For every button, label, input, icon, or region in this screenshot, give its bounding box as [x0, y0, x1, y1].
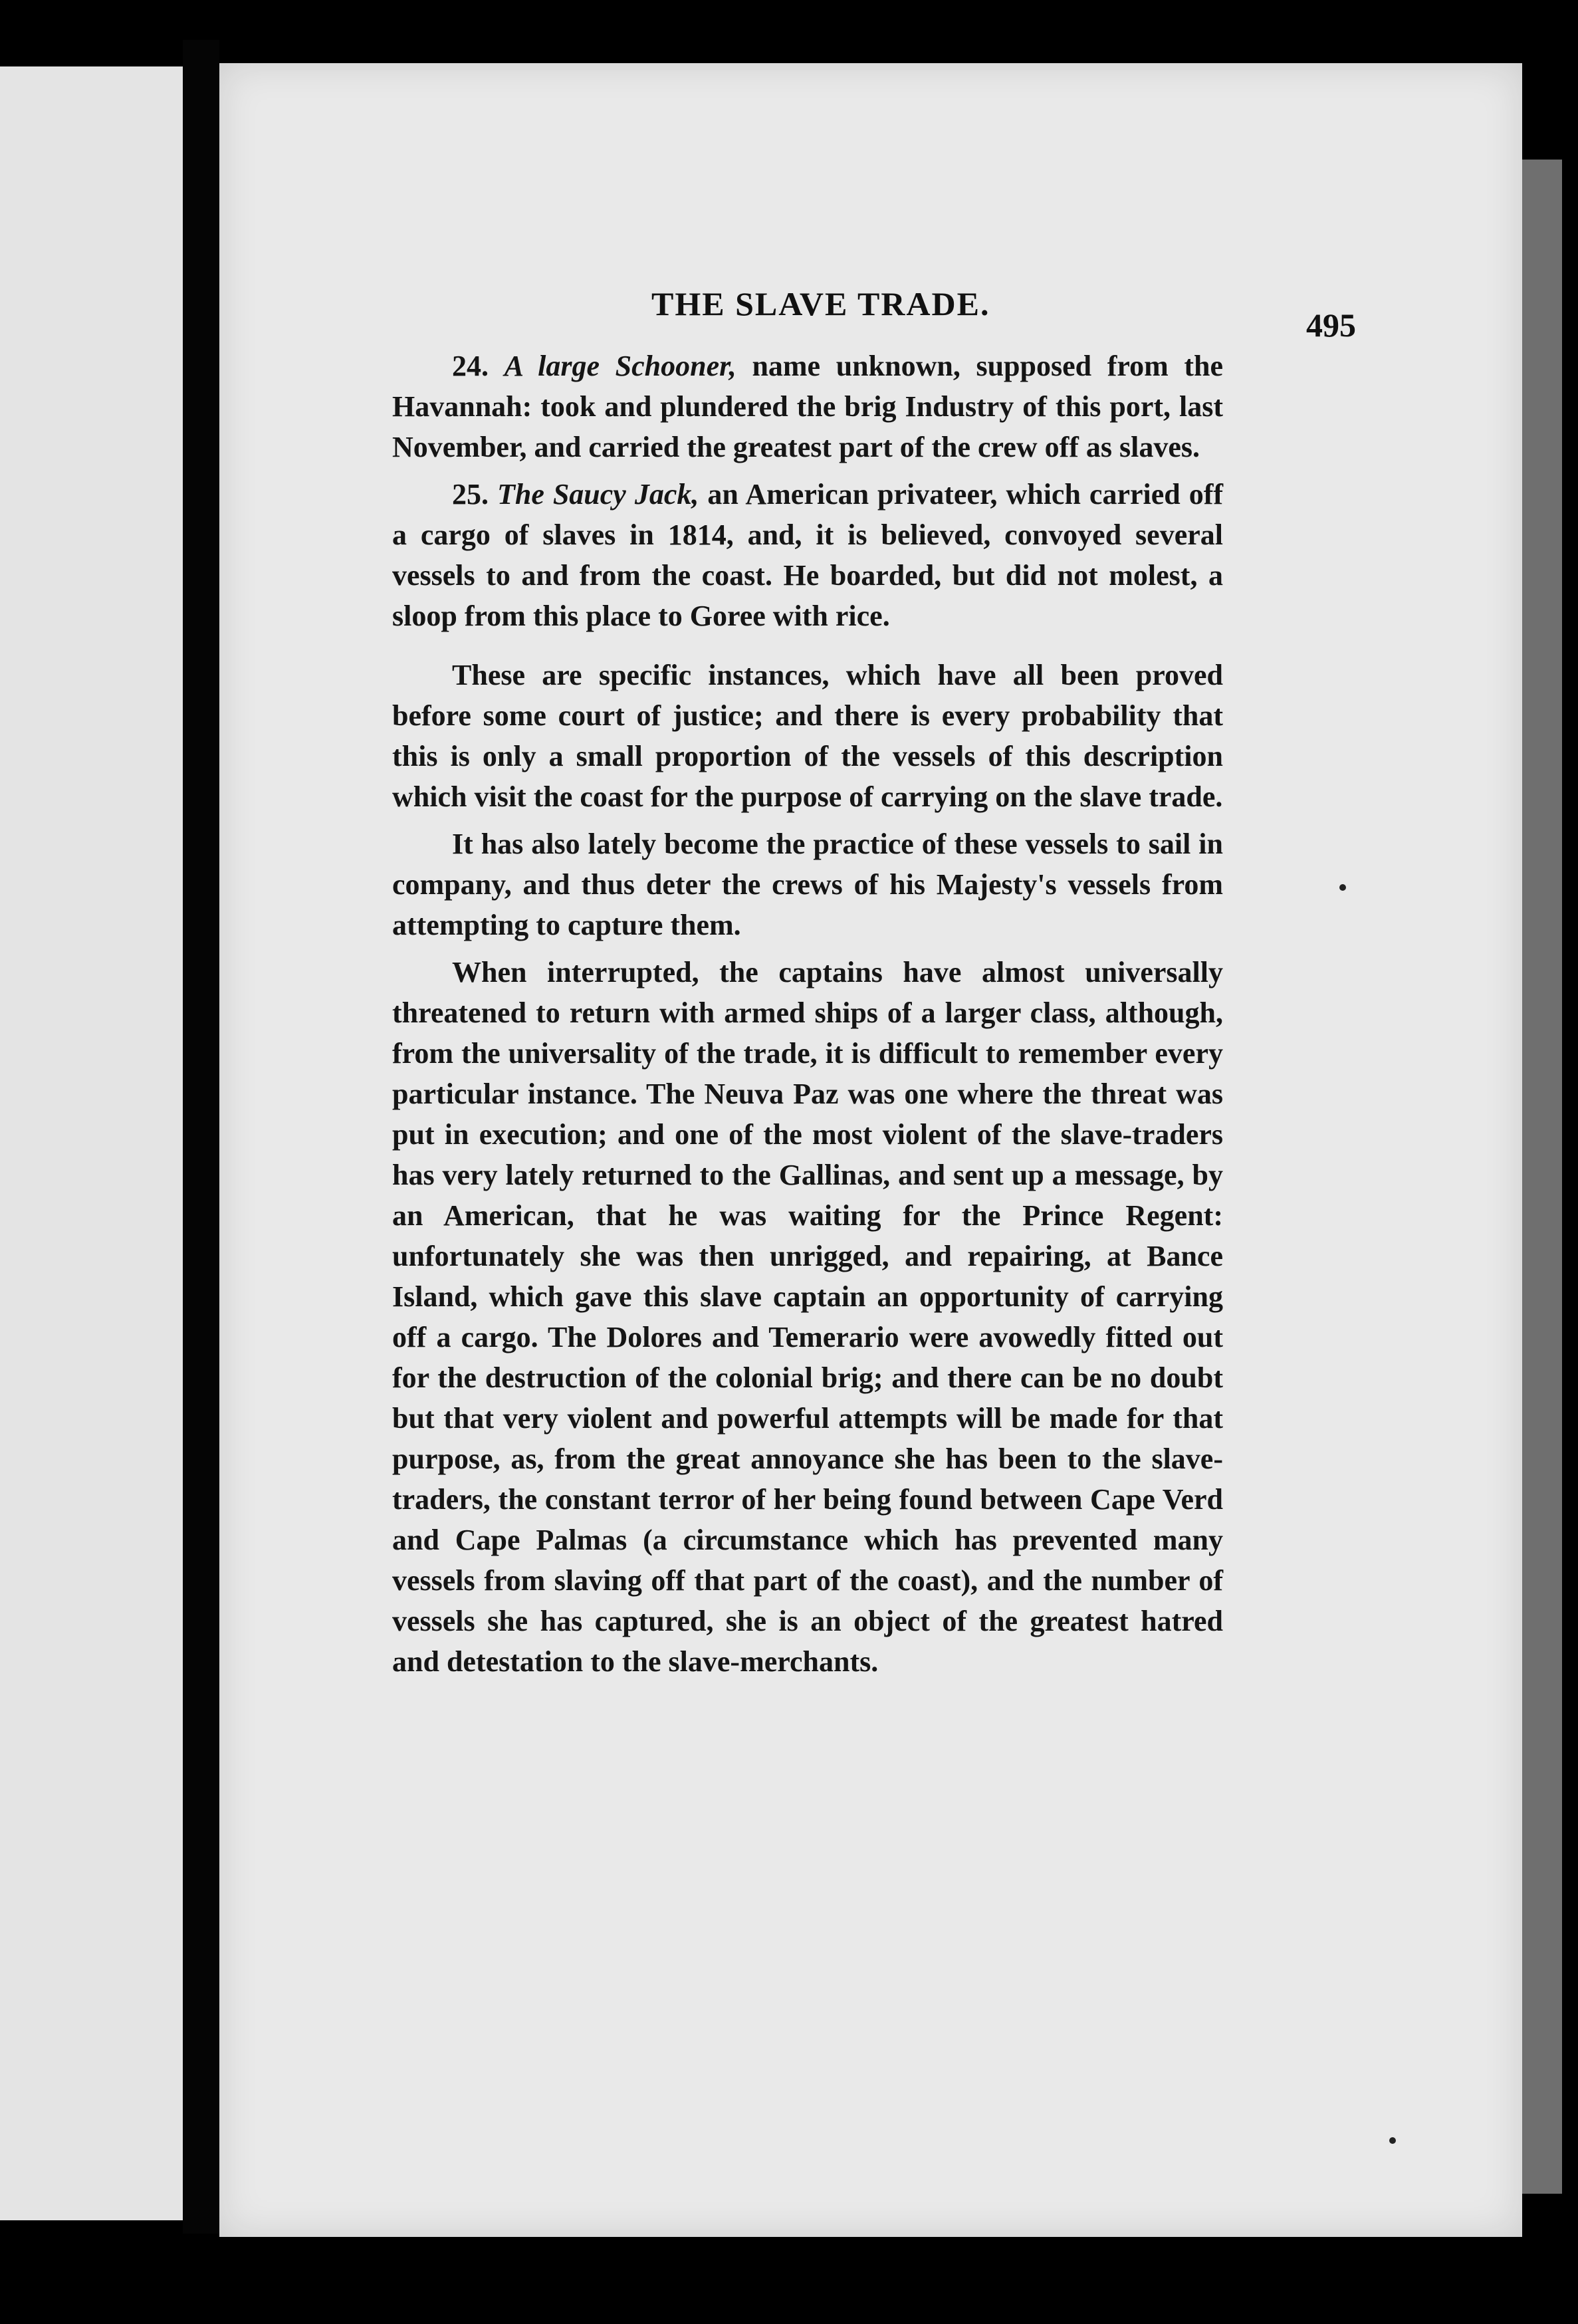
paragraph-text: These are specific instances, which have all been proved before some court of justice; and there is every probability that this is only a small proportion of the vessels of this description which visit the coast for the purpose of carrying on the slave trade.: [392, 659, 1223, 813]
paragraph: [392, 474, 1223, 636]
facing-page-edge: [0, 66, 183, 2220]
paragraph: [392, 346, 1223, 467]
ink-speck: [1389, 2137, 1396, 2144]
vessel-name: The Saucy Jack,: [497, 478, 699, 511]
running-head: THE SLAVE TRADE.: [651, 285, 990, 322]
book-gutter: [183, 40, 219, 2234]
paragraph: [392, 655, 1223, 817]
page-stack-edge: [1522, 160, 1562, 2194]
entry-number: 25.: [452, 478, 489, 511]
vessel-name: A large Schooner,: [504, 350, 736, 382]
page-number: 495: [1306, 306, 1356, 344]
paragraph: [392, 824, 1223, 945]
ink-speck: [1339, 884, 1346, 891]
body-text: [392, 346, 1223, 1688]
paragraph-text: It has also lately become the practice of these vessels to sail in company, and thus deter the crews of his Majesty's vessels from attempting to capture them.: [392, 828, 1223, 941]
paragraph: [392, 952, 1223, 1682]
paragraph-text: an American privateer, which carried off a cargo of slaves in 1814, and, it is believed, convoyed several vessels to and from the coast. He boarded, but did not molest, a sloop from this place to Goree with rice.: [392, 478, 1224, 632]
entry-number: 24.: [452, 350, 489, 382]
paragraph-text: name unknown, supposed from the Havannah: took and plundered the brig Industry of this port, last November, and carried the greatest part of the crew off as slaves.: [392, 350, 1224, 463]
paragraph-text: When interrupted, the captains have almost universally threatened to return with armed ships of a larger class, although, from the universality of the trade, it is difficult to remember every particular instance. The Neuva Paz was one where the threat was put in execution; and one of the most violent of the slave-traders has very lately returned to the Gallinas, and sent up a message, by an American, that he was waiting for the Prince Regent: unfortunately she was then unrigged, and repairing, at Bance Island, which gave this slave captain an opportunity of carrying off a cargo. The Dolores and Temerario were avowedly fitted out for the destruction of the colonial brig; and there can be no doubt but that very violent and powerful attempts will be made for that purpose, as, from the great annoyance she has been to the slave-traders, the constant terror of her being found between Cape Verd and Cape Palmas (a circumstance which has prevented many vessels from slaving off that part of the coast), and the number of vessels she has captured, she is an object of the greatest hatred and detestation to the slave-merchants.: [392, 956, 1223, 1678]
